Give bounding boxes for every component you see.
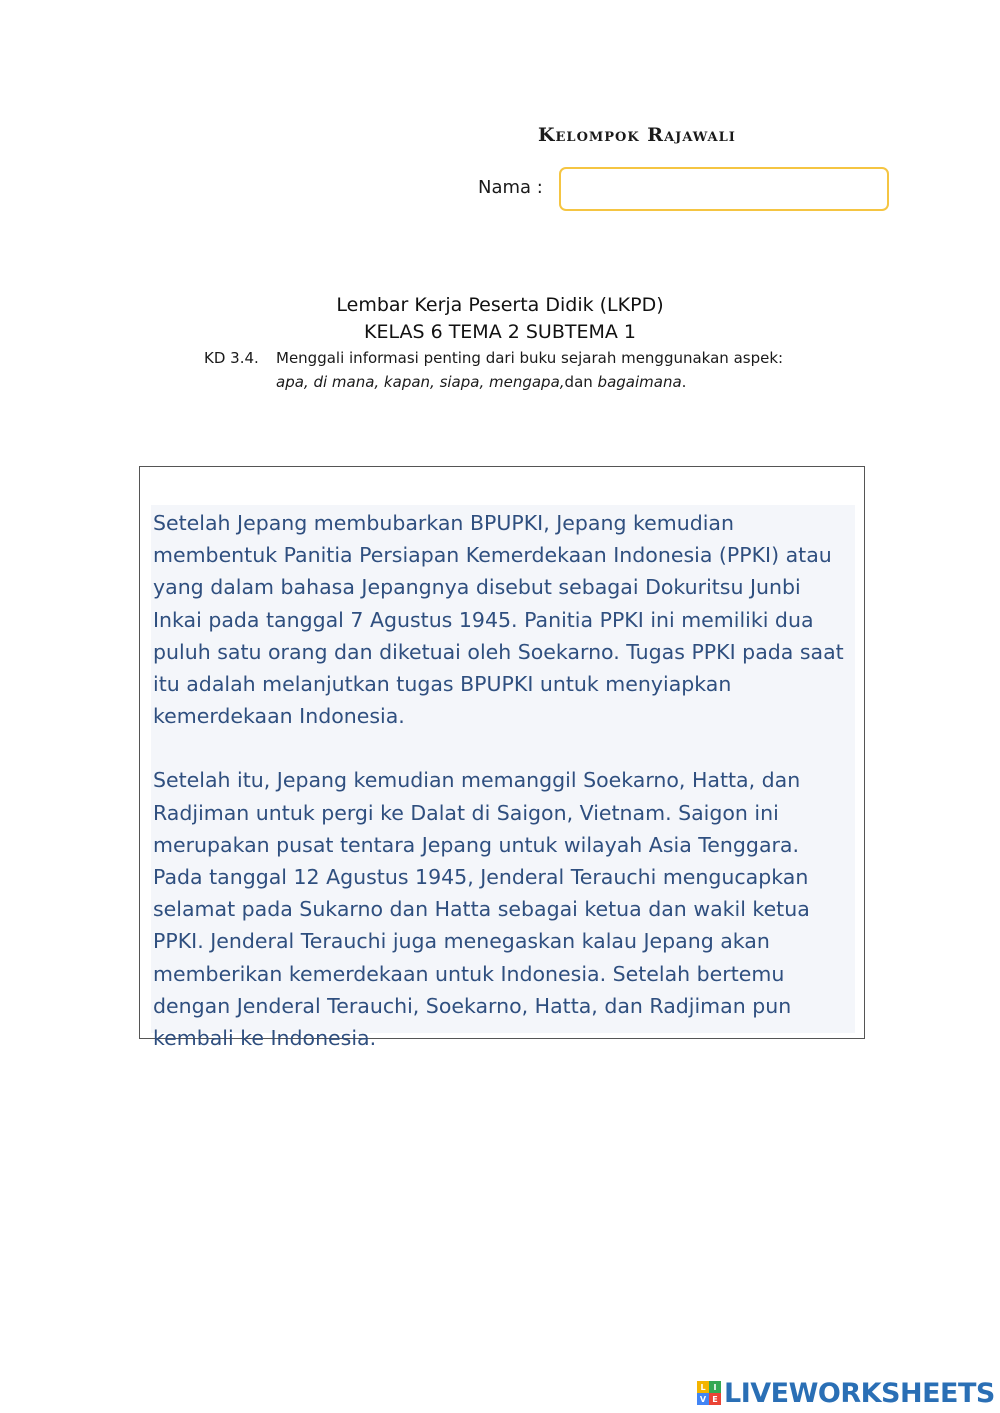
- reading-paragraph: Setelah Jepang membubarkan BPUPKI, Jepang kemudian membentuk Panitia Persiapan Kemerdekaan Indonesia (PPKI) atau yang dalam bahasa Jepangnya disebut sebagai Dokuritsu Junbi Inkai pada tanggal 7 Agustus 1945. Panitia PPKI ini memiliki dua puluh satu orang dan diketuai oleh Soekarno. Tugas PPKI pada saat itu adalah melanjutkan tugas BPUPKI untuk menyiapkan kemerdekaan Indonesia.: [153, 511, 844, 729]
- logo-letter: I: [709, 1381, 721, 1393]
- reading-text: [151, 505, 855, 1054]
- competency-text: Menggali informasi penting dari buku sejarah menggunakan aspek:: [276, 349, 784, 367]
- group-title: Kelompok Rajawali: [538, 124, 736, 146]
- logo-letter: L: [697, 1381, 709, 1393]
- reading-scroll-area[interactable]: [151, 505, 855, 1051]
- liveworksheets-logo: [697, 1376, 995, 1410]
- liveworksheets-wordmark: LIVEWORKSHEETS: [724, 1377, 995, 1409]
- reading-paragraph: Setelah itu, Jepang kemudian memanggil Soekarno, Hatta, dan Radjiman untuk pergi ke Dalat di Saigon, Vietnam. Saigon ini merupakan pusat tentara Jepang untuk wilayah Asia Tenggara. Pada tanggal 12 Agustus 1945, Jenderal Terauchi mengucapkan selamat pada Sukarno dan Hatta sebagai ketua dan wakil ketua PPKI. Jenderal Terauchi juga menegaskan kalau Jepang akan memberikan kemerdekaan untuk Indonesia. Setelah bertemu dengan Jenderal Terauchi, Soekarno, Hatta, dan Radjiman pun kembali ke Indonesia.: [153, 768, 810, 1051]
- logo-letter: V: [697, 1393, 709, 1405]
- aspects-last: bagaimana: [597, 373, 682, 391]
- aspects-and: dan: [564, 373, 598, 391]
- reading-frame: [139, 466, 865, 1051]
- logo-letter: E: [709, 1393, 721, 1405]
- worksheet-title: Lembar Kerja Peserta Didik (LKPD): [336, 294, 664, 316]
- worksheet-subtitle: KELAS 6 TEMA 2 SUBTEMA 1: [363, 321, 636, 343]
- liveworksheets-icon: [697, 1381, 721, 1405]
- competency-code: KD 3.4.: [204, 349, 259, 367]
- aspects-end: .: [681, 373, 687, 391]
- competency-aspects: [276, 373, 686, 391]
- aspects-italic: apa, di mana, kapan, siapa, mengapa,: [276, 373, 565, 391]
- name-input[interactable]: [559, 167, 889, 211]
- name-label: Nama :: [478, 177, 543, 198]
- competency-line: [204, 349, 783, 367]
